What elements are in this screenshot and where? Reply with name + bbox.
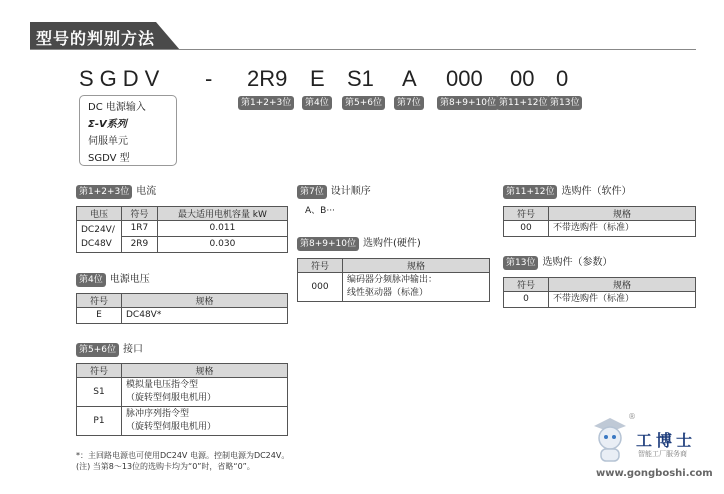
table-header: 符号 [77, 294, 122, 308]
spec-line: 线性驱动器（标准） [347, 288, 429, 298]
symbol-cell: 0 [504, 292, 549, 308]
capacity-cell: 0.011 [157, 221, 287, 237]
section-pill: 第7位 [297, 185, 327, 199]
section-design-title [297, 185, 371, 199]
section-hw-option-title [297, 237, 421, 251]
table-header: 符号 [504, 278, 549, 292]
spec-line: 编码器分频脉冲输出： [347, 275, 438, 285]
table-row [77, 378, 288, 407]
section-pill: 第13位 [503, 256, 538, 270]
code-part-series: SGDV [79, 66, 166, 91]
current-table [76, 206, 288, 253]
section-pill: 第4位 [76, 273, 106, 287]
code-part-voltage: E [310, 66, 325, 91]
spec-line: 脉冲序列指令型 [126, 409, 190, 419]
symbol-cell: E [77, 308, 122, 324]
table-row [77, 221, 288, 237]
footnote-line: (注) 当第8～13位的选购卡均为“0”时，省略“0”。 [76, 462, 255, 471]
spec-cell: 不带选购件（标准） [549, 221, 696, 237]
info-line: 伺服单元 [88, 136, 128, 147]
code-part-dash: - [205, 66, 213, 91]
logo-url: www.gongboshi.com [596, 468, 713, 479]
spec-cell: DC48V* [122, 308, 288, 324]
section-pill: 第5+6位 [76, 343, 119, 357]
title-divider [30, 49, 696, 50]
spec-line: （旋转型伺服电机用） [126, 393, 217, 403]
table-header: 符号 [122, 207, 158, 221]
pill-digits-8910: 第8+9+10位 [437, 96, 499, 110]
table-header: 规格 [343, 259, 490, 273]
sw-option-table [503, 206, 696, 237]
voltage-table [76, 293, 288, 324]
table-header: 电压 [77, 207, 122, 221]
spec-cell [343, 273, 490, 302]
table-header: 规格 [122, 364, 288, 378]
section-label: 设计顺序 [330, 186, 371, 197]
section-voltage-title [76, 273, 150, 287]
section-current-title [76, 185, 156, 199]
section-label: 电流 [136, 186, 157, 197]
section-sw-option-title [503, 185, 631, 199]
logo-subtitle: 智能工厂服务商 [638, 450, 687, 458]
section-pill: 第1+2+3位 [76, 185, 132, 199]
symbol-cell: S1 [77, 378, 122, 407]
code-part-design: A [402, 66, 417, 91]
pill-digits-123: 第1+2+3位 [238, 96, 294, 110]
section-label: 选购件（软件） [561, 186, 632, 197]
symbol-cell: 000 [298, 273, 343, 302]
footnotes [76, 450, 289, 472]
table-header: 规格 [549, 207, 696, 221]
symbol-cell: P1 [77, 407, 122, 436]
voltage-cell: DC24V/ DC48V [77, 221, 122, 253]
robot-mascot-icon [590, 412, 630, 464]
info-line: DC 电源输入 [88, 102, 146, 113]
code-part-current: 2R9 [247, 66, 288, 91]
symbol-cell: 1R7 [122, 221, 158, 237]
capacity-cell: 0.030 [157, 237, 287, 253]
series-info-box [79, 95, 177, 166]
pill-digits-1112: 第11+12位 [496, 96, 550, 110]
symbol-cell: 00 [504, 221, 549, 237]
section-param-option-title [503, 256, 612, 270]
pill-digit-13: 第13位 [547, 96, 582, 110]
section-pill: 第11+12位 [503, 185, 557, 199]
table-header: 规格 [549, 278, 696, 292]
spec-line: （旋转型伺服电机用） [126, 422, 217, 432]
table-row [298, 273, 490, 302]
design-order-value: A、B··· [305, 206, 335, 216]
code-part-param-option: 0 [556, 66, 569, 91]
code-part-sw-option: 00 [510, 66, 535, 91]
table-header: 规格 [122, 294, 288, 308]
info-line: Σ-V系列 [88, 119, 127, 130]
table-row [77, 407, 288, 436]
table-row [504, 221, 696, 237]
section-label: 接口 [123, 344, 143, 355]
spec-line: 模拟量电压指令型 [126, 380, 199, 390]
code-part-interface: S1 [347, 66, 374, 91]
table-row [504, 292, 696, 308]
pill-digit-7: 第7位 [394, 96, 424, 110]
table-header: 符号 [298, 259, 343, 273]
table-header: 符号 [504, 207, 549, 221]
section-interface-title [76, 343, 143, 357]
registered-mark: ® [628, 412, 636, 421]
section-label: 电源电压 [109, 274, 150, 285]
page-title: 型号的判别方法 [36, 29, 156, 48]
code-part-hw-option: 000 [446, 66, 483, 91]
table-header: 符号 [77, 364, 122, 378]
spec-cell [122, 378, 288, 407]
section-title-bar [30, 22, 180, 50]
hw-option-table [297, 258, 490, 302]
section-label: 选购件(硬件) [363, 238, 421, 249]
pill-digits-56: 第5+6位 [342, 96, 385, 110]
footnote-line: *：主回路电源也可使用DC24V 电源。控制电源为DC24V。 [76, 451, 290, 460]
section-label: 选购件（参数） [542, 257, 613, 268]
symbol-cell: 2R9 [122, 237, 158, 253]
section-pill: 第8+9+10位 [297, 237, 359, 251]
interface-table [76, 363, 288, 436]
spec-cell: 不带选购件（标准） [549, 292, 696, 308]
spec-cell [122, 407, 288, 436]
pill-digit-4: 第4位 [302, 96, 332, 110]
table-header: 最大适用电机容量 kW [157, 207, 287, 221]
table-row [77, 308, 288, 324]
info-line: SGDV 型 [88, 153, 130, 164]
param-option-table [503, 277, 696, 308]
logo-name: 工博士 [636, 431, 697, 450]
